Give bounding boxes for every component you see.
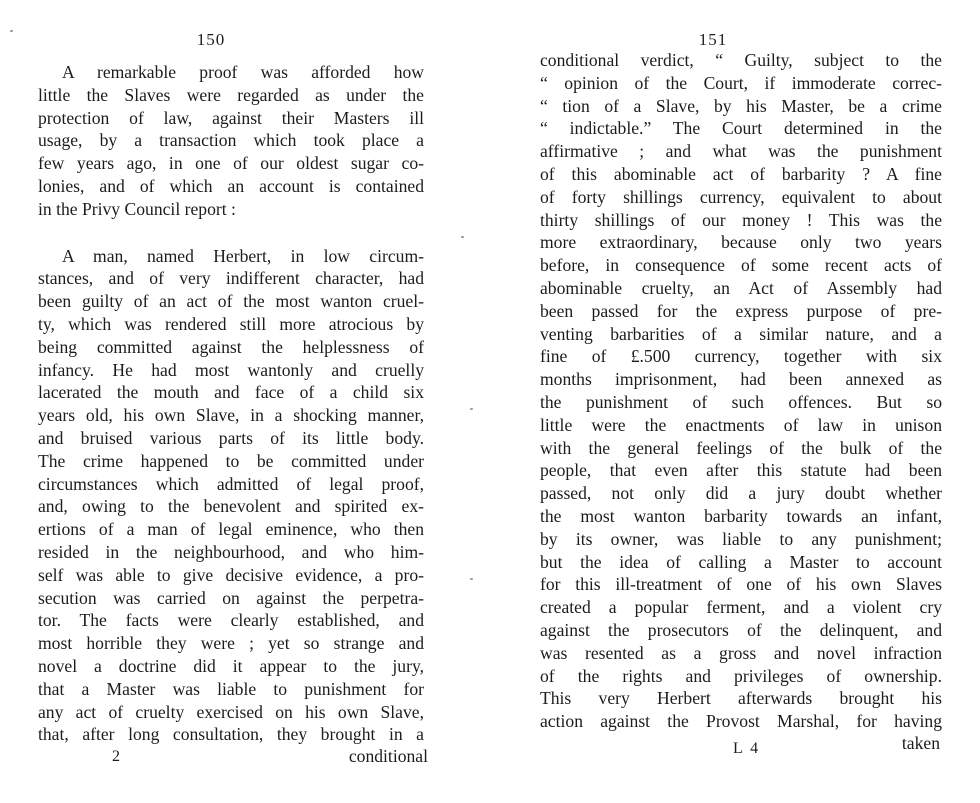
text-line: “ tion of a Slave, by his Master, be a crime bbox=[540, 95, 942, 116]
text-line: most horrible they were ; yet so strange and bbox=[38, 633, 424, 654]
signature-mark-left: 2 bbox=[112, 748, 120, 765]
text-line: action against the Provost Marshal, for having bbox=[540, 711, 942, 732]
text-line: A man, named Herbert, in low circum- bbox=[62, 245, 424, 266]
text-line: This very Herbert afterwards brought his bbox=[540, 688, 942, 709]
scan-speck bbox=[461, 236, 464, 238]
text-line: fine of £.500 currency, together with six bbox=[540, 346, 942, 367]
text-line: that a Master was liable to punishment for bbox=[38, 678, 424, 699]
text-line: ertions of a man of legal eminence, who then bbox=[38, 519, 424, 540]
text-line: resided in the neighbourhood, and who him- bbox=[38, 541, 424, 562]
text-line: by its owner, was liable to any punishment; bbox=[540, 528, 942, 549]
text-line: tor. The facts were clearly established, and bbox=[38, 610, 424, 631]
text-line: that, after long consultation, they brought in a bbox=[38, 724, 424, 745]
text-line: for this ill-treatment of one of his own Slaves bbox=[540, 574, 942, 595]
text-line: self was able to give decisive evidence, a pro- bbox=[38, 564, 424, 585]
text-line: being committed against the helplessness of bbox=[38, 336, 424, 357]
text-line: little the Slaves were regarded as under the bbox=[38, 84, 424, 105]
page-number-right: 151 bbox=[698, 30, 728, 49]
text-line: of this abominable act of barbarity ? A fine bbox=[540, 163, 942, 184]
text-line: infancy. He had most wantonly and cruelly bbox=[38, 359, 424, 380]
text-line: The crime happened to be committed under bbox=[38, 450, 424, 471]
text-line: but the idea of calling a Master to account bbox=[540, 551, 942, 572]
right-page-text bbox=[540, 49, 942, 733]
text-line: usage, by a transaction which took place a bbox=[38, 130, 424, 151]
signature-mark-right: L 4 bbox=[733, 740, 761, 757]
text-line: been guilty of an act of the most wanton cruel- bbox=[38, 291, 424, 312]
text-line: years old, his own Slave, in a shocking manner, bbox=[38, 405, 424, 426]
left-page bbox=[38, 0, 428, 803]
text-line: and bruised various parts of its little body. bbox=[38, 427, 424, 448]
text-line: the most wanton barbarity towards an infant, bbox=[540, 505, 942, 526]
text-line: been passed for the express purpose of pre- bbox=[540, 300, 942, 321]
text-line: lacerated the mouth and face of a child six bbox=[38, 382, 424, 403]
text-line: against the prosecutors of the delinquent, and bbox=[540, 619, 942, 640]
text-line: stances, and of very indifferent character, had bbox=[38, 268, 424, 289]
catchword-right: taken bbox=[901, 733, 940, 753]
text-line: secution was carried on against the perpetra- bbox=[38, 587, 424, 608]
text-line: affirmative ; and what was the punishment bbox=[540, 141, 942, 162]
text-line: A remarkable proof was afforded how bbox=[62, 62, 424, 82]
text-line: with the general feelings of the bulk of the bbox=[540, 437, 942, 458]
text-line: the punishment of such offences. But so bbox=[540, 391, 942, 412]
text-line: “ opinion of the Court, if immoderate correc- bbox=[540, 72, 942, 93]
text-line: protection of law, against their Masters ill bbox=[38, 107, 424, 128]
text-line: venting barbarities of a similar nature, and a bbox=[540, 323, 942, 344]
text-line: little were the enactments of law in unison bbox=[540, 414, 942, 435]
text-line: of forty shillings currency, equivalent to about bbox=[540, 186, 942, 207]
left-page-text bbox=[38, 61, 424, 746]
text-line: few years ago, in one of our oldest sugar co- bbox=[38, 153, 424, 174]
page-number-left: 150 bbox=[196, 30, 226, 49]
text-line: novel a doctrine did it appear to the jury, bbox=[38, 655, 424, 676]
right-page bbox=[540, 0, 942, 803]
scan-speck bbox=[470, 578, 473, 580]
text-line: of the rights and privileges of ownership. bbox=[540, 665, 942, 686]
text-line: lonies, and of which an account is contained bbox=[38, 175, 424, 196]
scan-speck bbox=[470, 408, 473, 410]
paragraph-2 bbox=[38, 245, 424, 747]
text-line: before, in consequence of some recent acts of bbox=[540, 255, 942, 276]
paragraph-gap bbox=[38, 221, 424, 245]
text-line: and, owing to the benevolent and spirited ex- bbox=[38, 496, 424, 517]
text-line: circumstances which admitted of legal proof, bbox=[38, 473, 424, 494]
text-line: more extraordinary, because only two years bbox=[540, 232, 942, 253]
catchword-left: conditional bbox=[348, 746, 428, 766]
text-line: conditional verdict, “ Guilty, subject to the bbox=[540, 50, 942, 70]
text-line: was resented as a gross and novel infraction bbox=[540, 642, 942, 663]
text-line: thirty shillings of our money ! This was the bbox=[540, 209, 942, 230]
text-line: created a popular ferment, and a violent cry bbox=[540, 597, 942, 618]
text-line: passed, not only did a jury doubt whether bbox=[540, 483, 942, 504]
text-line: any act of cruelty exercised on his own Slave, bbox=[38, 701, 424, 722]
text-line: abominable cruelty, an Act of Assembly had bbox=[540, 277, 942, 298]
scan-speck bbox=[10, 30, 13, 32]
text-line: people, that even after this statute had been bbox=[540, 460, 942, 481]
text-line: ty, which was rendered still more atrocious by bbox=[38, 313, 424, 334]
text-line: months imprisonment, had been annexed as bbox=[540, 369, 942, 390]
paragraph-1 bbox=[38, 61, 424, 221]
text-line: “ indictable.” The Court determined in the bbox=[540, 118, 942, 139]
text-line: in the Privy Council report : bbox=[38, 198, 236, 219]
